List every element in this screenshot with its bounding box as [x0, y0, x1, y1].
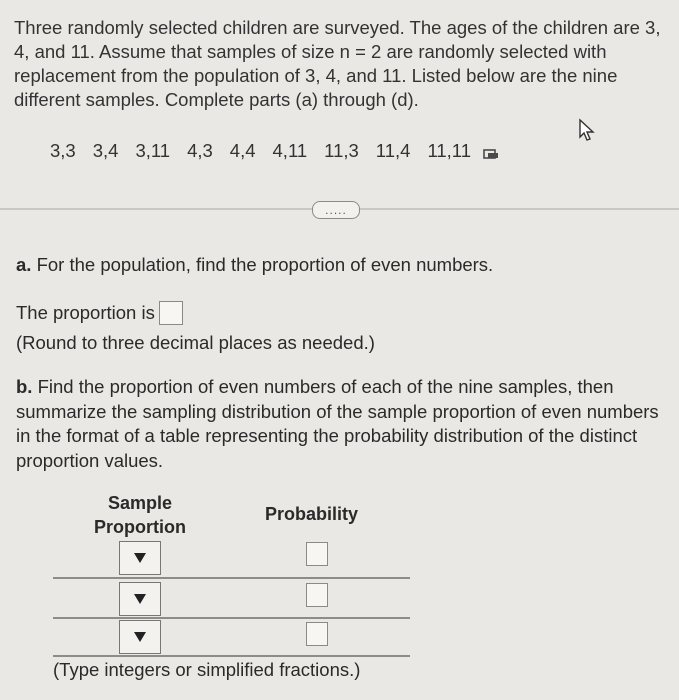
type-note: (Type integers or simplified fractions.) — [53, 659, 361, 680]
expand-button[interactable]: ..... — [312, 201, 360, 219]
triangle-down-icon — [134, 594, 146, 604]
proportion-dropdown-1[interactable] — [119, 541, 161, 575]
triangle-down-icon — [134, 553, 146, 563]
row-divider — [53, 577, 410, 579]
sample-item: 3,11 — [135, 140, 171, 161]
row-divider — [53, 617, 410, 619]
cursor-arrow-icon — [578, 118, 596, 147]
part-a-letter: a. — [16, 254, 32, 275]
answer-prefix: The proportion is — [16, 302, 155, 323]
sample-item: 11,3 — [324, 140, 359, 161]
part-b-text: Find the proportion of even numbers of each of the nine samples, then summarize the sampling distribution of the sample proportion of even numbers in the format of a table representing the probability distribution of the distinct proportion values. — [16, 376, 659, 471]
probability-input-2[interactable] — [306, 583, 328, 607]
problem-intro: Three randomly selected children are surveyed. The ages of the children are 3, 4, and 11. Assume that samples of size n = 2 are randomly selected with replacement from the population of 3, 4, and 11. Listed below are the nine different samples. Complete parts (a) through (d). — [14, 17, 661, 110]
copy-icon[interactable] — [482, 144, 500, 158]
part-b-letter: b. — [16, 376, 33, 397]
sample-item: 11,11 — [427, 140, 471, 161]
sample-item: 4,11 — [272, 140, 308, 161]
header-line: Sample — [107, 493, 173, 513]
sample-item: 3,4 — [92, 140, 119, 161]
triangle-down-icon — [134, 632, 146, 642]
probability-input-1[interactable] — [306, 542, 328, 566]
proportion-input[interactable] — [159, 301, 183, 325]
part-a-question — [16, 253, 666, 277]
proportion-dropdown-2[interactable] — [119, 582, 161, 616]
rounding-note: (Round to three decimal places as needed.) — [16, 332, 375, 353]
header-line: Proportion — [94, 517, 186, 537]
part-a-answer-line — [16, 301, 183, 325]
probability-input-3[interactable] — [306, 622, 328, 646]
row-divider — [53, 655, 410, 657]
part-a-text: For the population, find the proportion of even numbers. — [31, 254, 494, 275]
sample-item: 11,4 — [375, 140, 411, 161]
part-b-question — [16, 375, 666, 473]
column-header-sample-proportion — [88, 491, 192, 539]
proportion-dropdown-3[interactable] — [119, 620, 161, 654]
sample-item: 4,3 — [187, 140, 213, 161]
sample-list — [50, 140, 500, 162]
column-header-probability: Probability — [265, 504, 359, 524]
sample-item: 4,4 — [229, 140, 256, 161]
sample-item: 3,3 — [50, 140, 76, 161]
